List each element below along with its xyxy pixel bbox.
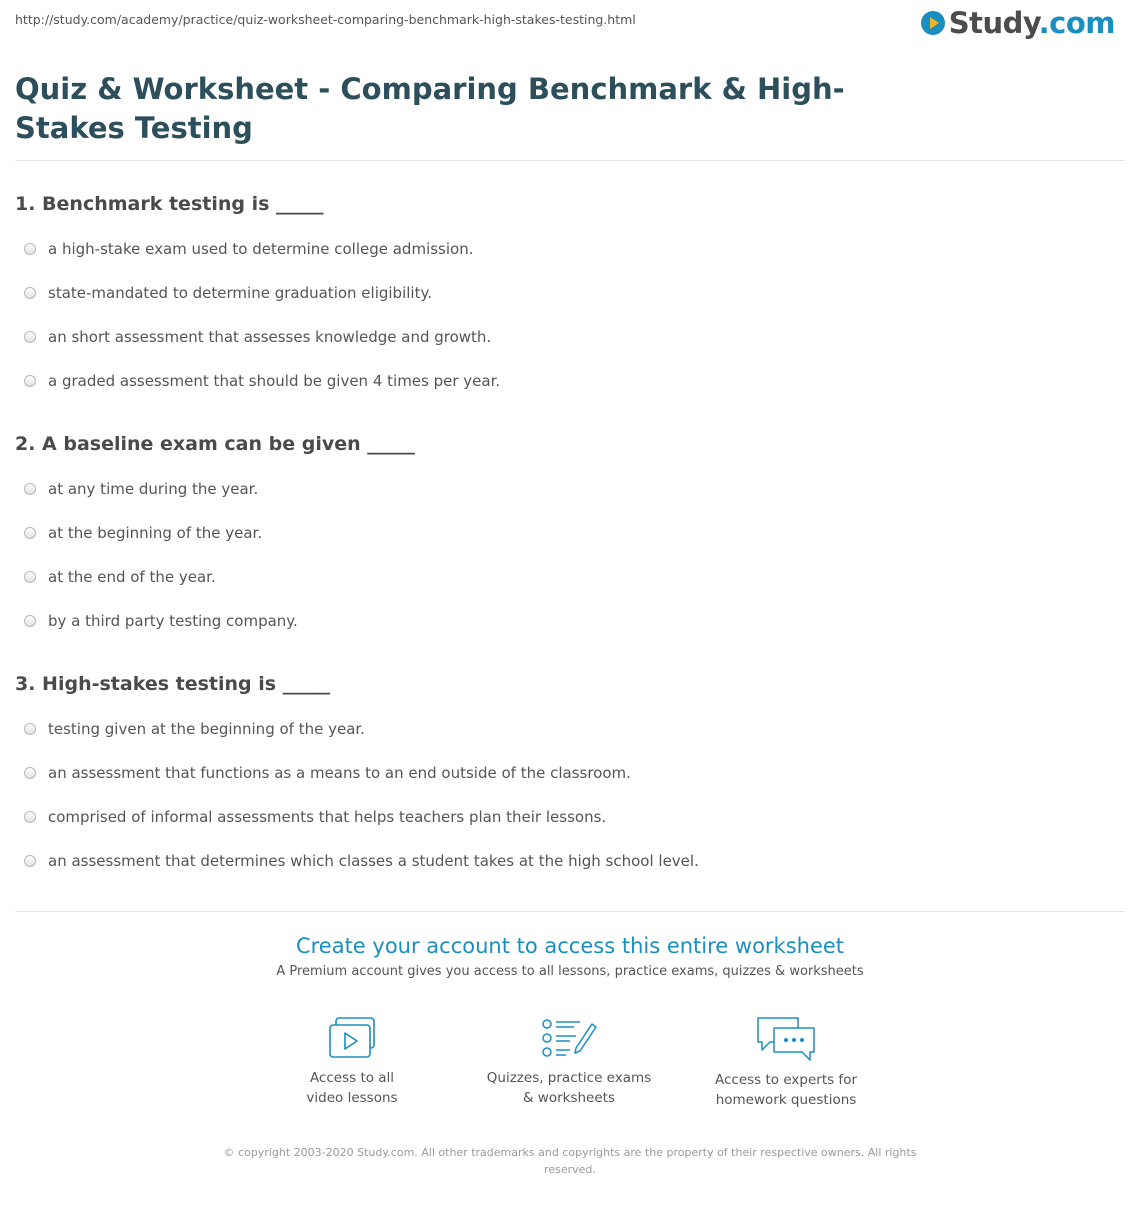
radio-button-icon[interactable] [24,811,36,823]
feature-quizzes: Quizzes, practice exams & worksheets [474,1016,664,1108]
logo-text: Study.com [948,6,1115,40]
create-account-link[interactable]: Create your account to access this entire worksheet [295,934,845,958]
feature-experts: Access to experts for homework questions [691,1016,881,1110]
title-divider [15,160,1125,161]
radio-button-icon[interactable] [24,615,36,627]
radio-button-icon[interactable] [24,723,36,735]
radio-button-icon[interactable] [24,483,36,495]
radio-button-icon[interactable] [24,287,36,299]
q1-option-b[interactable]: state-mandated to determine graduation eligibility. [24,284,432,302]
question-1: 1. Benchmark testing is _____ [15,193,324,215]
q2-option-d[interactable]: by a third party testing company. [24,612,298,630]
radio-button-icon[interactable] [24,767,36,779]
q1-option-c[interactable]: an short assessment that assesses knowledge and growth. [24,328,491,346]
question-3: 3. High-stakes testing is _____ [15,673,331,695]
q3-option-a[interactable]: testing given at the beginning of the year. [24,720,365,738]
feature-video-lessons: Access to all video lessons [257,1016,447,1108]
q3-option-b[interactable]: an assessment that functions as a means to an end outside of the classroom. [24,764,631,782]
radio-button-icon[interactable] [24,571,36,583]
radio-button-icon[interactable] [24,527,36,539]
q2-option-c[interactable]: at the end of the year. [24,568,216,586]
radio-button-icon[interactable] [24,855,36,867]
section-divider [15,911,1125,912]
copyright-notice: © copyright 2003-2020 Study.com. All other trademarks and copyrights are the property of their respective owners. All rights reserved. [223,1146,917,1176]
question-2: 2. A baseline exam can be given _____ [15,433,415,455]
q3-option-d[interactable]: an assessment that determines which classes a student takes at the high school level. [24,852,699,870]
radio-button-icon[interactable] [24,375,36,387]
q1-option-d[interactable]: a graded assessment that should be given 4 times per year. [24,372,500,390]
q3-option-c[interactable]: comprised of informal assessments that helps teachers plan their lessons. [24,808,606,826]
q2-option-a[interactable]: at any time during the year. [24,480,258,498]
quiz-checklist-icon [540,1016,598,1060]
q1-option-a[interactable]: a high-stake exam used to determine college admission. [24,240,474,258]
study-logo[interactable] [921,6,1115,40]
page-title: Quiz & Worksheet - Comparing Benchmark & High-Stakes Testing [15,72,845,145]
page-url: http://study.com/academy/practice/quiz-worksheet-comparing-benchmark-high-stakes-testing.html [15,12,636,27]
radio-button-icon[interactable] [24,243,36,255]
radio-button-icon[interactable] [24,331,36,343]
play-logo-icon [921,11,945,35]
premium-description: A Premium account gives you access to all lessons, practice exams, quizzes & worksheets [276,964,864,979]
expert-chat-icon [754,1016,818,1062]
q2-option-b[interactable]: at the beginning of the year. [24,524,262,542]
video-lessons-icon [326,1016,378,1060]
